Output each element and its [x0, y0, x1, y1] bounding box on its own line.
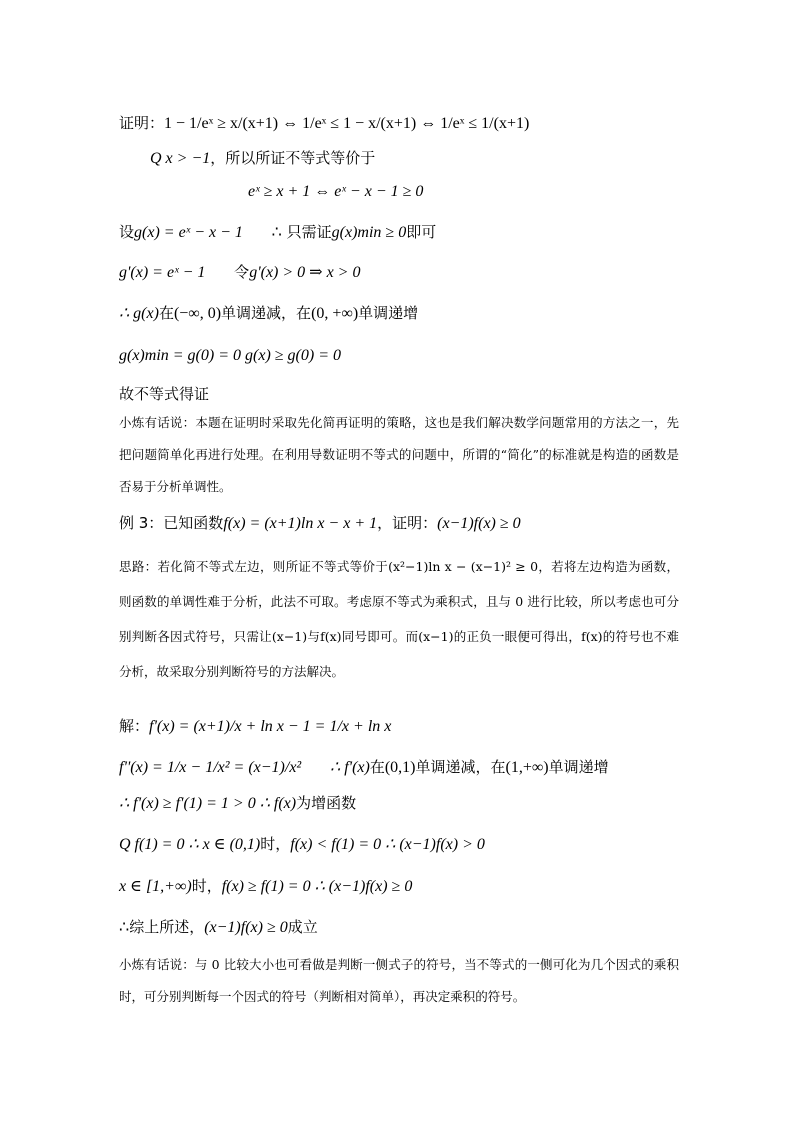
let-label: 设 [119, 223, 135, 241]
solution-line-3 [119, 793, 356, 814]
solution-line-1 [119, 709, 391, 743]
function-definition: f(x) = (x+1)ln x − x + 1 [223, 515, 378, 532]
derivative-condition: g'(x) > 0 ⇒ x > 0 [249, 264, 361, 281]
fprime-label: ∴ f'(x) [330, 759, 370, 776]
target-inequality: (x−1)f(x) ≥ 0 [437, 515, 521, 532]
note-paragraph-2: 小炼有话说：与 0 比较大小也可看做是判断一侧式子的符号，当不等式的一侧可化为几个因式的乘积时，可分别判断每一个因式的符号（判断相对简单），再决定乘积的符号。 [119, 957, 679, 1004]
case-1-result: f(x) < f(1) = 0 ∴ (x−1)f(x) > 0 [290, 836, 485, 853]
case-2-when: 时， [191, 877, 222, 895]
need-prove-text: 只需证 [286, 223, 332, 241]
interval-1-inf: (1,+∞) [505, 759, 549, 776]
proof-line-7 [119, 345, 341, 366]
second-derivative: f''(x) = 1/x − 1/x² = (x−1)/x² [119, 759, 302, 776]
first-derivative: f'(x) = (x+1)/x + ln x − 1 = 1/x + ln x [149, 718, 392, 735]
interval-0-1: (0,1) [384, 759, 416, 776]
g-derivative: g'(x) = eˣ − 1 [119, 264, 206, 281]
condition-math: Q x > −1 [150, 150, 211, 167]
solution-label: 解： [119, 717, 150, 735]
in-text: 在 [158, 304, 174, 322]
therefore-symbol-2: ∴ [119, 919, 130, 936]
g-min-condition: g(x)min ≥ 0 [331, 224, 407, 241]
g-min-value: g(x)min = g(0) = 0 g(x) ≥ g(0) = 0 [119, 347, 341, 364]
idea-paragraph: 思路：若化简不等式左边，则所证不等式等价于(x²−1)ln x − (x−1)² ≥ 0，若将左边构造为函数，则函数的单调性难于分析，此法不可取。考虑原不等式为乘积式，且与 0 进行比较，所以考虑也可分别判断各因式符号，只需让(x−1)与f(x)同号即可。而(x−1)的正负一眼便可得出，f(x)的符号也不难分析，故采取分别判断符号的方法解决。 [119, 559, 679, 679]
fprime-bound: ∴ f'(x) ≥ f'(1) = 1 > 0 ∴ f(x) [119, 795, 297, 812]
condition-text: ，所以所证不等式等价于 [210, 149, 376, 167]
interval-positive: (0, +∞) [311, 305, 359, 322]
in-text-2: 在 [369, 758, 385, 776]
note-paragraph-1: 小炼有话说：本题在证明时采取先化简再证明的策略，这也是我们解决数学问题常用的方法之一，先把问题简单化再进行处理。在利用导数证明不等式的问题中，所谓的“简化”的标准就是构造的函数是否易于分析单调性。 [119, 415, 679, 494]
final-inequality: (x−1)f(x) ≥ 0 [204, 919, 288, 936]
case-1-when: 时， [260, 835, 291, 853]
case-2-result: f(x) ≥ f(1) = 0 ∴ (x−1)f(x) ≥ 0 [221, 878, 413, 895]
solution-line-5 [119, 876, 412, 897]
solution-line-2 [119, 750, 609, 784]
equivalent-inequality: eˣ ≥ x + 1 ⇔ eˣ − x − 1 ≥ 0 [248, 183, 424, 200]
g-definition: g(x) = eˣ − x − 1 [134, 224, 243, 241]
holds-text: 成立 [287, 918, 318, 936]
proof-line-6 [119, 303, 418, 324]
interval-negative: (−∞, 0) [173, 305, 222, 322]
in-summary-text: 综上所述， [129, 918, 205, 936]
decreasing-text-2: 单调递减，在 [415, 758, 506, 776]
decreasing-text: 单调递减，在 [221, 304, 312, 322]
proof-line-2 [150, 148, 375, 169]
proof-line-5 [119, 262, 360, 283]
let-text: 令 [234, 263, 250, 281]
equivalence-chain: 1 − 1/eˣ ≥ x/(x+1) ⇔ 1/eˣ ≤ 1 − x/(x+1) ⇔ 1/eˣ ≤ 1/(x+1) [164, 115, 530, 132]
proof-conclusion: 故不等式得证 [119, 385, 210, 403]
example-3-line [119, 513, 521, 534]
therefore-symbol: ∴ [271, 224, 282, 241]
case-1-math: Q f(1) = 0 ∴ x ∈ (0,1) [119, 836, 261, 853]
increasing-text: 单调递增 [358, 304, 419, 322]
solution-line-4 [119, 834, 485, 855]
proof-line-4 [119, 222, 436, 243]
proof-label: 证明： [119, 114, 165, 132]
increasing-text-2: 单调递增 [548, 758, 609, 776]
proof-line-1 [119, 106, 529, 140]
increasing-function-text: 为增函数 [296, 794, 357, 812]
solution-line-6 [119, 917, 318, 938]
suffices-text: 即可 [406, 223, 437, 241]
case-2-math: x ∈ [1,+∞) [119, 878, 192, 895]
example-label: 例 3：已知函数 [119, 514, 224, 532]
g-monotonic-math: ∴ g(x) [119, 305, 159, 322]
prove-label: ，证明： [377, 514, 438, 532]
proof-line-3 [248, 181, 423, 202]
